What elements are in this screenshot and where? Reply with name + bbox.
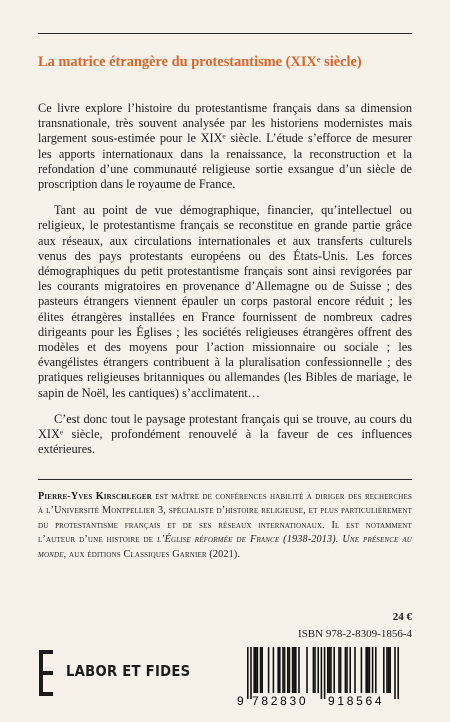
- book-title: La matrice étrangère du protestantisme (XIXᵉ siècle): [38, 54, 362, 70]
- barcode-bar: [397, 647, 399, 699]
- barcode-bar: [349, 647, 351, 693]
- barcode-bar: [345, 647, 347, 693]
- publisher-name: LABOR ET FIDES: [66, 662, 191, 680]
- price: 24 €: [392, 611, 412, 623]
- barcode-bar: [250, 647, 252, 699]
- barcode-bar: [293, 647, 295, 693]
- barcode-bar: [338, 647, 340, 693]
- barcode-bar: [287, 647, 289, 693]
- bio-text-2: , aux éditions Classiques Garnier (2021).: [63, 548, 241, 560]
- barcode-first-digit: 9: [237, 694, 244, 707]
- barcode-bar: [324, 647, 326, 699]
- blurb-paragraph-1: Ce livre explore l’histoire du protestantisme français dans sa dimension transnationale, très souvent analysée par les historiens modernistes mais largement sous-estimée pour le XIXᵉ siècle. L’étude s’efforce de mesurer les apports internationaux dans la renaissance, la reconstruction et la refondation d’une communauté religieuse sortie exsangue d’un siècle de proscription dans le royaume de France.: [38, 101, 412, 192]
- isbn: ISBN 978-2-8309-1856-4: [298, 628, 412, 640]
- barcode-bar: [361, 647, 363, 693]
- barcode-bar: [313, 647, 315, 693]
- barcode-bar: [279, 647, 281, 693]
- bio-text-1: est maître de conférences habilité à diriger des recherches à l’Université Montpellier 3, spécialiste d’histoire religieuse, et plus particulièrement du protestantisme français et de ses réseaux internationaux. Il est notamment l’auteur d’une histoire de: [38, 491, 412, 546]
- barcode-bar: [327, 647, 329, 693]
- barcode-bar: [268, 647, 270, 693]
- barcode-bar: [282, 647, 284, 693]
- blurb-paragraph-3: C’est donc tout le paysage protestant français qui se trouve, au cours du XIXᵉ siècle, profondément renouvelé à la faveur de ces influences extérieures.: [38, 411, 412, 457]
- barcode-bar: [295, 647, 297, 693]
- barcode-bar: [261, 647, 263, 693]
- barcode-bar: [255, 647, 257, 693]
- barcode-bar: [284, 647, 286, 693]
- barcode-bar: [340, 647, 342, 693]
- barcode-bar: [367, 647, 369, 693]
- top-rule: [38, 33, 412, 34]
- barcode-bar: [388, 647, 390, 693]
- barcode: [236, 647, 412, 707]
- barcode-bar: [321, 647, 323, 699]
- barcode-bar: [277, 647, 279, 693]
- barcode-bar: [292, 647, 294, 693]
- blurb-paragraph-2: Tant au point de vue démographique, financier, qu’intellectuel ou religieux, le protestantisme français se reconstitue en grande partie grâce aux réseaux, aux circulations internationales et aux transferts culturels venus des pays protestants européens ou des États-Unis. Les forces démographiques du petit protestantisme français sont ainsi revigorées par les courants migratoires en provenance d’Allemagne ou de Suisse ; des pasteurs étrangers viennent épauler un corps pastoral encore réduit ; les élites étrangères installées en France fournissent de nombreux cadres dirigeants pour les Églises ; les sociétés religieuses étrangères offrent des modèles et des moyens pour l’action missionnaire ou sociale ; les évangélistes étrangers contribuent à la pluralisation confessionnelle ; des pratiques religieuses britanniques ou allemandes (les Bibles de mariage, le sapin de Noël, les cantiques) s’acclimatent…: [38, 203, 412, 400]
- barcode-bar: [346, 647, 348, 693]
- barcode-bar: [394, 647, 396, 699]
- barcode-bar: [314, 647, 316, 693]
- author-name: Pierre-Yves Kirschleger: [38, 491, 152, 502]
- barcode-bar: [329, 647, 331, 693]
- barcode-bar: [372, 647, 374, 693]
- barcode-bar: [247, 647, 249, 699]
- barcode-right-group: 918564: [328, 694, 385, 707]
- publisher-logo-icon: [39, 650, 53, 696]
- barcode-bar: [386, 647, 388, 693]
- barcode-bar: [330, 647, 332, 693]
- blurb: [38, 101, 412, 457]
- barcode-bar: [369, 647, 371, 693]
- publisher-logo: [39, 650, 191, 696]
- barcode-bar: [298, 647, 300, 693]
- barcode-bar: [257, 647, 259, 693]
- barcode-bar: [365, 647, 367, 693]
- barcode-left-group: 782830: [252, 694, 309, 707]
- barcode-bars: [247, 647, 399, 699]
- barcode-bar: [389, 647, 391, 693]
- author-bio: [38, 490, 412, 562]
- barcode-bar: [317, 647, 319, 693]
- bottom-rule: [38, 479, 412, 480]
- barcode-bar: [375, 647, 377, 693]
- barcode-bar: [253, 647, 255, 693]
- barcode-bar: [333, 647, 335, 693]
- barcode-bar: [260, 647, 262, 693]
- barcode-bar: [306, 647, 308, 693]
- barcode-bar: [289, 647, 291, 693]
- bio-book-title: l’Église réformée de France (1938-2013). Une présence au monde: [38, 534, 412, 560]
- barcode-bar: [354, 647, 356, 693]
- barcode-bar: [273, 647, 275, 693]
- barcode-bar: [383, 647, 385, 693]
